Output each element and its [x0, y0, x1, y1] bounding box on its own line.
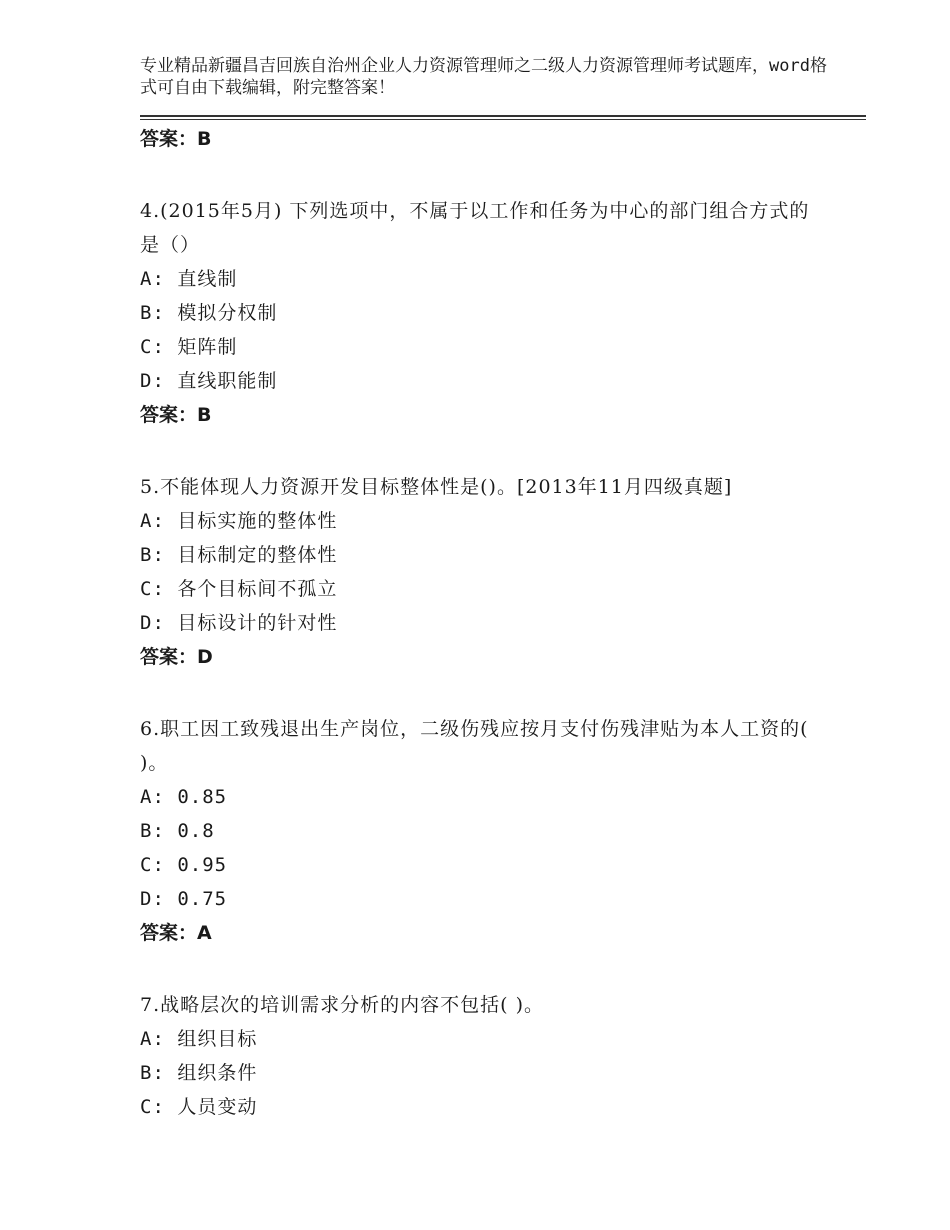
- question-4: [140, 194, 870, 432]
- answer: 答案：A: [140, 922, 212, 944]
- option-b: B: 组织条件: [140, 1062, 258, 1084]
- question-stem: 4.(2015年5月) 下列选项中，不属于以工作和任务为中心的部门组合方式的是（）: [140, 200, 810, 256]
- option-a: A: 组织目标: [140, 1028, 258, 1050]
- document-page: [140, 55, 870, 1124]
- question-stem: 7.战略层次的培训需求分析的内容不包括( )。: [140, 994, 544, 1016]
- option-b: B: 0.8: [140, 820, 215, 842]
- option-a: A: 直线制: [140, 268, 238, 290]
- option-d: D: 目标设计的针对性: [140, 612, 338, 634]
- option-b: B: 目标制定的整体性: [140, 544, 338, 566]
- option-c: C: 矩阵制: [140, 336, 238, 358]
- option-c: C: 各个目标间不孤立: [140, 578, 338, 600]
- question-5: [140, 470, 870, 674]
- document-header: 专业精品新疆昌吉回族自治州企业人力资源管理师之二级人力资源管理师考试题库，word格式可自由下载编辑，附完整答案！: [140, 56, 827, 98]
- option-b: B: 模拟分权制: [140, 302, 278, 324]
- question-stem: 5.不能体现人力资源开发目标整体性是()。[2013年11月四级真题]: [140, 476, 733, 498]
- option-a: A: 目标实施的整体性: [140, 510, 338, 532]
- option-d: D: 直线职能制: [140, 370, 278, 392]
- option-a: A: 0.85: [140, 786, 228, 808]
- question-6: [140, 712, 870, 950]
- answer-q3: 答案：B: [140, 128, 212, 150]
- header-divider: [140, 115, 866, 120]
- option-c: C: 0.95: [140, 854, 228, 876]
- answer: 答案：B: [140, 404, 212, 426]
- option-c: C: 人员变动: [140, 1096, 258, 1118]
- answer: 答案：D: [140, 646, 213, 668]
- question-7: [140, 988, 870, 1124]
- option-d: D: 0.75: [140, 888, 228, 910]
- question-stem: 6.职工因工致残退出生产岗位，二级伤残应按月支付伤残津贴为本人工资的( )。: [140, 718, 809, 774]
